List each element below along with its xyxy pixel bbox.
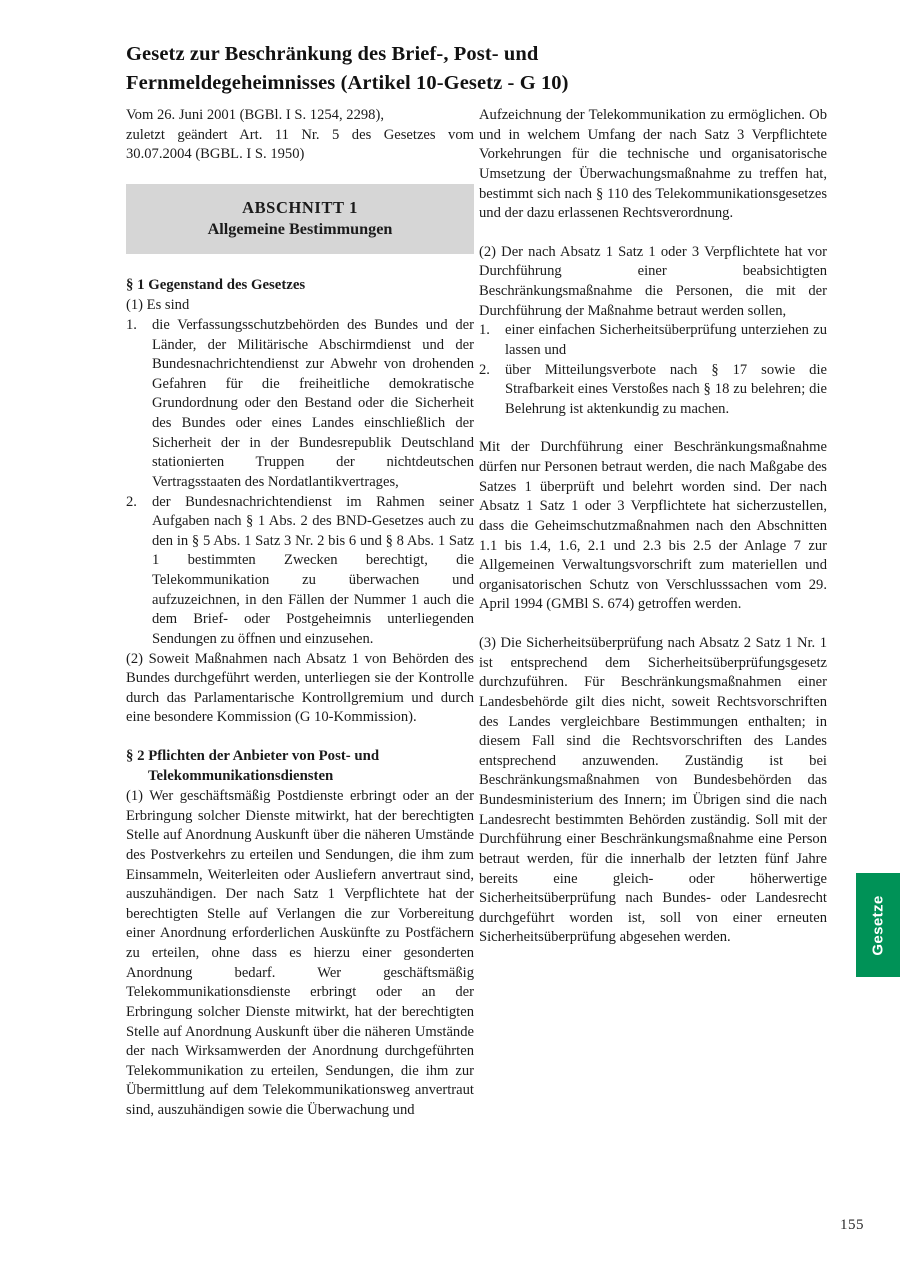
paragraph-2-absatz-2-intro: (2) Der nach Absatz 1 Satz 1 oder 3 Verpflichtete hat vor Durchführung einer beabsichtigten Beschränkungsmaßnahme die Personen, die mit der Durchführung der Maßnahme betraut werden sollen,: [479, 243, 827, 319]
paragraph-1-intro: (1) Es sind: [126, 297, 190, 314]
paragraph-2-absatz-2-list: [479, 321, 827, 419]
section-banner-number: ABSCHNITT 1: [242, 197, 358, 217]
list-item-text: die Verfassungsschutzbehörden des Bundes und der Länder, der Militärische Abschirmdienst und der Bundesnachrichtendienst zur Abwehr von drohenden Gefahren für die freiheitliche demokratische Grundordnung oder den Bestand oder die Sicherheit des Bundes oder eines Landes einschließlich der Sicherheit der in der Bundesrepublik Deutschland stationierten Truppen der nichtdeutschen Vertragsstaaten des Nordatlantikvertrages,: [152, 316, 474, 490]
preamble-line-2: zuletzt geändert Art. 11 Nr. 5 des Gesetzes vom: [126, 126, 474, 143]
page-number: 155: [840, 1217, 864, 1233]
paragraph-2-heading: [126, 747, 474, 787]
list-item-marker: 1.: [126, 316, 137, 333]
column-right: [479, 106, 827, 948]
preamble-line-1: Vom 26. Juni 2001 (BGBl. I S. 1254, 2298),: [126, 107, 384, 123]
page-title-line-1: Gesetz zur Beschränkung des Brief-, Post- und: [126, 42, 539, 65]
paragraph-2-heading-line-2: Telekommunikationsdiensten: [148, 768, 334, 785]
list-item: [479, 321, 827, 360]
thumb-index-tab[interactable]: [856, 873, 900, 977]
paragraph-2-absatz-1-continued: Aufzeichnung der Telekommunikation zu ermöglichen. Ob und in welchem Umfang der nach Satz 3 Verpflichtete Vorkehrungen für die technische und organisatorische Umsetzung der Überwachungsmaßnahme zu treffen hat, bestimmt sich nach § 110 des Telekommunikationsgesetzes und der dazu erlassenen Rechtsverordnung.: [479, 107, 827, 222]
preamble-block: [126, 106, 474, 165]
paragraph-2-absatz-3: (3) Die Sicherheitsüberprüfung nach Absatz 2 Satz 1 Nr. 1 ist entsprechend dem Sicherheitsüberprüfungsgesetz durchzuführen. Für Beschränkungsmaßnahmen einer Landesbehörde gilt dies nicht, soweit Rechtsvorschriften des Landes vergleichbare Bestimmungen enthalten; in diesem Fall sind die Rechtsvorschriften des Landes entsprechend anzuwenden. Zuständig ist bei Beschränkungsmaßnahmen von Bundesbehörden das Bundesministerium des Innern; im Übrigen sind die nach Landesrecht bestimmten Behörden zuständig. Soll mit der Durchführung einer Beschränkungsmaßnahme eine Person betraut werden, für die innerhalb der letzten fünf Jahre bereits eine gleich- oder höherwertige Sicherheitsüberprüfung nach Bundes- oder Landesrecht durchgeführt worden ist, soll von einer erneuten Sicherheitsüberprüfung abgesehen werden.: [479, 635, 827, 946]
page-title-line-2: Fernmeldegeheimnisses (Artikel 10-Gesetz - G 10): [126, 71, 569, 94]
paragraph-1-heading: § 1 Gegenstand des Gesetzes: [126, 277, 306, 294]
paragraph-1-list: [126, 316, 474, 650]
preamble-line-3: 30.07.2004 (BGBL. I S. 1950): [126, 146, 305, 163]
list-item: [479, 361, 827, 420]
list-item-text: einer einfachen Sicherheitsüberprüfung unterziehen zu lassen und: [505, 322, 827, 358]
column-left: [126, 106, 474, 1121]
section-banner: [126, 184, 474, 255]
list-item-marker: 2.: [126, 493, 137, 510]
paragraph-2-heading-line-1: § 2 Pflichten der Anbieter von Post- und: [126, 748, 380, 765]
list-item-text: der Bundesnachrichtendienst im Rahmen seiner Aufgaben nach § 1 Abs. 2 des BND-Gesetzes auch zu den in § 5 Abs. 1 Satz 3 Nr. 2 bis 6 und § 8 Abs. 1 Satz 1 bestimmten Zwecken berechtigt, die Telekommunikation zu überwachen und aufzuzeichnen, in den Fällen der Nummer 1 auch die dem Brief- oder Postgeheimnis unterliegenden Sendungen zu öffnen und einzusehen.: [152, 493, 474, 647]
thumb-index-tab-label: Gesetze: [869, 894, 887, 956]
paragraph-1-absatz-2: (2) Soweit Maßnahmen nach Absatz 1 von Behörden des Bundes durchgeführt werden, unterliegen sie der Kontrolle durch das Parlamentarische Kontrollgremium und durch eine besondere Kommission (G 10-Kommission).: [126, 650, 474, 726]
page-title: [126, 40, 826, 98]
list-item: [126, 316, 474, 493]
paragraph-2-absatz-1-continuation: [479, 106, 827, 224]
paragraph-2-absatz-1: (1) Wer geschäftsmäßig Postdienste erbringt oder an der Erbringung solcher Dienste mitwirkt, hat der berechtigten Stelle auf Anordnung Auskunft über die näheren Umstände des Postverkehrs zu erteilen und Sendungen, die ihm zum Einsammeln, Weiterleiten oder Ausliefern anvertraut sind, auszuhändigen. Der nach Satz 1 Verpflichtete hat der berechtigten Stelle auf Verlangen die zur Vorbereitung einer Anordnung erforderlichen Auskünfte zu Postfächern zu erteilen, ohne dass es hierzu einer gesonderten Anordnung bedarf. Wer geschäftsmäßig Telekommunikationsdienste erbringt oder an der Erbringung solcher Dienste mitwirkt, hat der berechtigten Stelle auf Anordnung Auskunft über die näheren Umstände der nach Wirksamwerden der Anordnung durchgeführten Telekommunikation zu erteilen, Sendungen, die ihm zur Übermittlung auf dem Telekommunikationsweg anvertraut sind, auszuhändigen sowie die Überwachung und: [126, 788, 474, 1119]
section-banner-name: Allgemeine Bestimmungen: [207, 220, 393, 239]
list-item: [126, 493, 474, 650]
list-item-marker: 1.: [479, 322, 490, 339]
list-item-marker: 2.: [479, 361, 490, 378]
list-item-text: über Mitteilungsverbote nach § 17 sowie die Strafbarkeit eines Verstoßes nach § 18 zu belehren; die Belehrung ist aktenkundig zu machen.: [505, 361, 827, 417]
paragraph-2-absatz-2-tail: Mit der Durchführung einer Beschränkungsmaßnahme dürfen nur Personen betraut werden, die nach Maßgabe des Satzes 1 überprüft und belehrt worden sind. Der nach Absatz 1 Satz 1 oder 3 Verpflichtete hat sicherzustellen, dass die Geheimschutzmaßnahmen nach den Abschnitten 1.1 bis 1.4, 1.6, 2.1 und 2.3 bis 2.5 der Anlage 7 zur Allgemeinen Verwaltungsvorschrift zum materiellen und organisatorischen Schutz von Verschlusssachen vom 29. April 1994 (GMBl S. 674) getroffen werden.: [479, 439, 827, 613]
